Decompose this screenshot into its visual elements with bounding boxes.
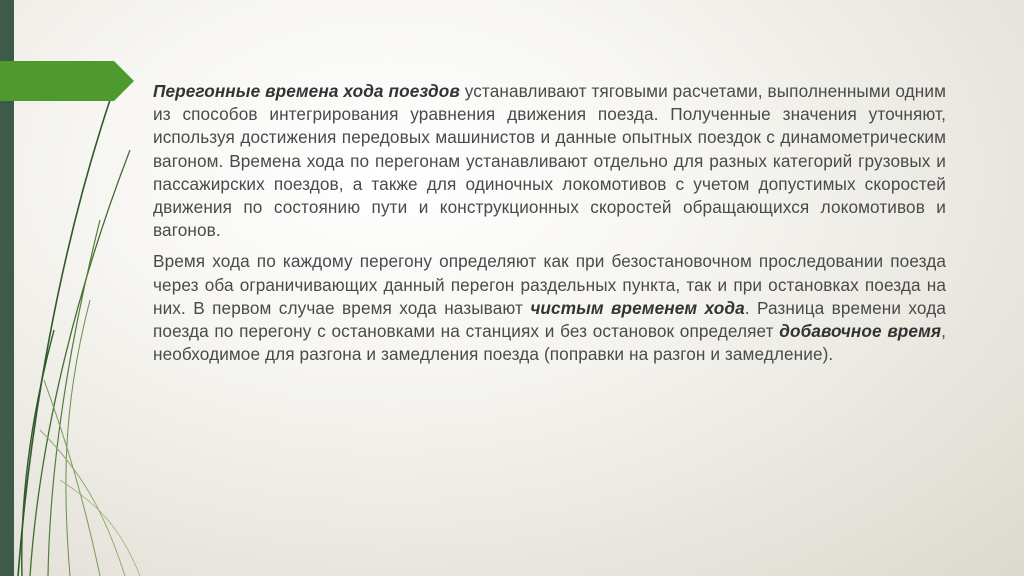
paragraph-2	[153, 250, 946, 366]
paragraph-2-lead: Время хода по каждому перегону определяют как при безостановочном проследовании поезда через оба ограничивающих данный перегон раздельных пункта, так и при остановках поезда на них. В первом случае время хода называют	[153, 251, 946, 318]
paragraph-2-tail: , необходимое для разгона и замедления поезда (поправки на разгон и замедление).	[153, 321, 946, 365]
paragraph-1-text: устанавливают тяговыми расчетами, выполненными одним из способов интегрирования уравнения движения поезда. Полученные значения уточняют, используя достижения передовых машинистов и данные опытных поездок с динамометрическим вагоном. Времена хода по перегонам устанавливают отдельно для разных категорий грузовых и пассажирских поездов, а также для одиночных локомотивов с учетом допустимых скоростей движения по состоянию пути и конструкционных скоростей обращающихся локомотивов и вагонов.	[153, 81, 947, 241]
term-peregon-times: Перегонные времена хода поездов	[153, 81, 460, 101]
green-arrow-shape	[0, 61, 134, 101]
paragraph-2-mid: . Разница времени хода поезда по перегону с остановками на станциях и без остановок определяет	[153, 297, 946, 342]
paragraph-1	[153, 80, 946, 242]
term-net-travel-time: чистым временем хода	[530, 297, 745, 318]
term-additional-time: добавочное время	[779, 321, 942, 342]
slide-body	[153, 80, 946, 374]
